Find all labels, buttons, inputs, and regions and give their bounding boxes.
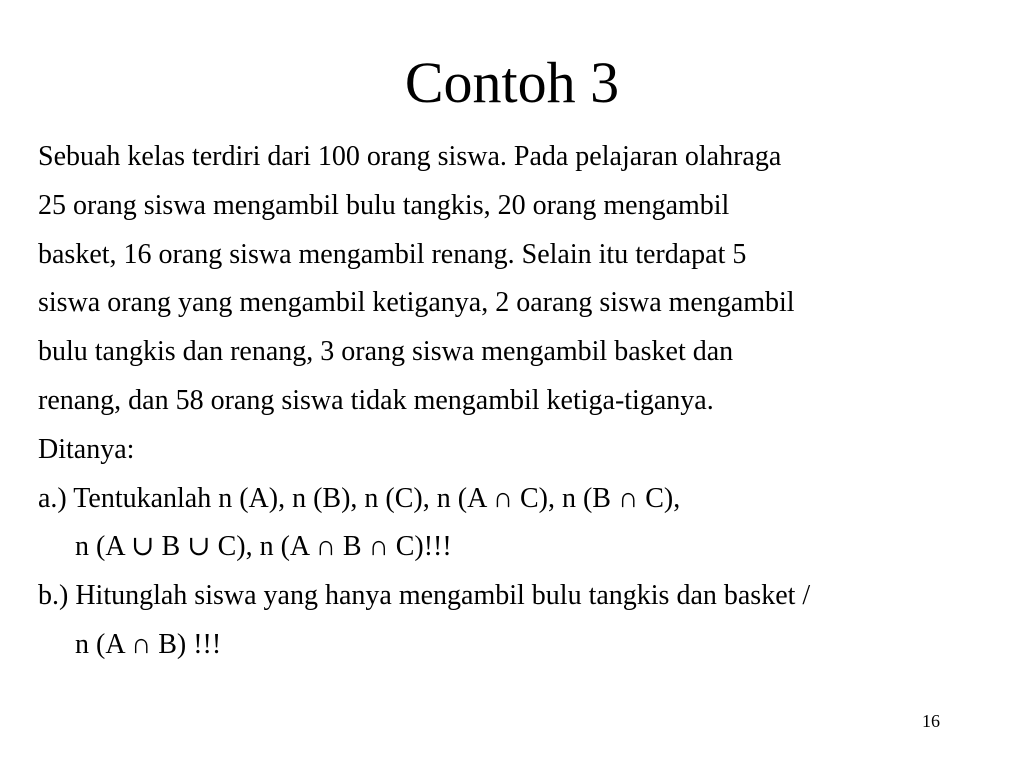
question-b-line-1: b.) Hitunglah siswa yang hanya mengambil bulu tangkis dan basket / <box>38 580 811 612</box>
paragraph-line: siswa orang yang mengambil ketiganya, 2 oarang siswa mengambil <box>38 287 795 319</box>
paragraph-line: Sebuah kelas terdiri dari 100 orang siswa. Pada pelajaran olahraga <box>38 141 782 172</box>
slide-body <box>38 133 998 670</box>
question-heading: Ditanya: <box>38 433 135 465</box>
question-a-line-1: a.) Tentukanlah n (A), n (B), n (C), n (A ∩ C), n (B ∩ C), <box>38 482 681 514</box>
paragraph-line: renang, dan 58 orang siswa tidak mengambil ketiga-tiganya. <box>38 384 714 416</box>
question-b-line-2: n (A ∩ B) !!! <box>75 628 222 660</box>
page-number: 16 <box>922 711 940 731</box>
paragraph-line: 25 orang siswa mengambil bulu tangkis, 20 orang mengambil <box>38 189 730 221</box>
paragraph-line: bulu tangkis dan renang, 3 orang siswa mengambil basket dan <box>38 336 734 368</box>
paragraph-line: basket, 16 orang siswa mengambil renang. Selain itu terdapat 5 <box>38 238 747 270</box>
question-a-line-2: n (A ∪ B ∪ C), n (A ∩ B ∩ C)!!! <box>75 531 452 563</box>
slide-title: Contoh 3 <box>404 50 620 115</box>
